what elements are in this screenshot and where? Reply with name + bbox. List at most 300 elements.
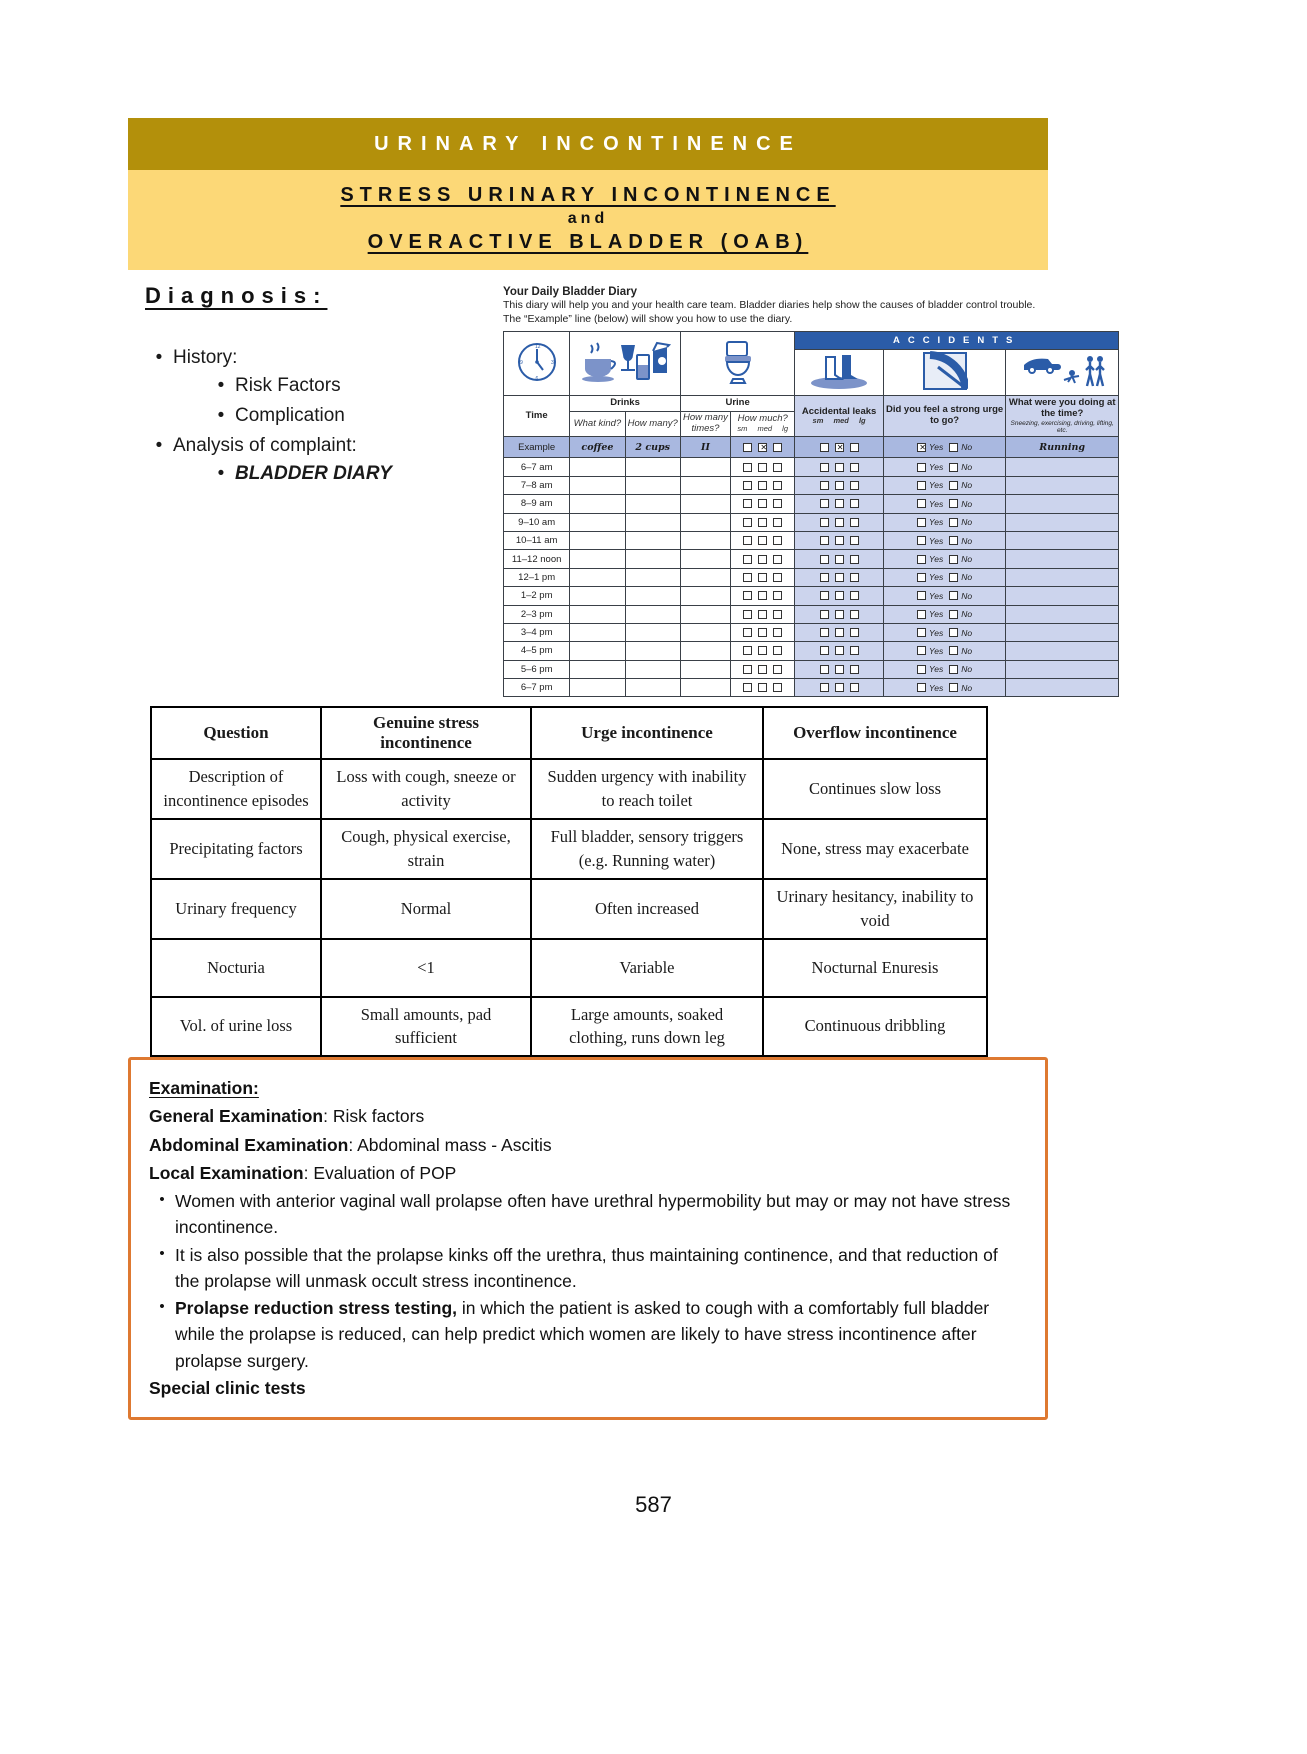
yes-label: Yes (929, 554, 944, 564)
bullet-icon: • (159, 1244, 165, 1262)
no-label: No (961, 517, 973, 528)
diary-urge-cell (883, 458, 1006, 476)
diary-time-cell: 10–11 am (504, 531, 570, 549)
diary-empty-cell (625, 458, 680, 476)
exam-line-label: General Examination (149, 1106, 324, 1127)
diary-time-row (504, 679, 1119, 697)
checkbox-icon (773, 628, 782, 637)
diary-empty-cell (570, 660, 625, 678)
diagnosis-item-label: History: (173, 347, 238, 368)
comparison-section (150, 706, 986, 1057)
checkbox-icon (820, 536, 829, 545)
diary-activity-cell (1006, 660, 1119, 678)
checkbox-icon (773, 463, 782, 472)
checkbox-icon (758, 610, 767, 619)
diary-col-urine: Urine (680, 396, 795, 412)
comparison-question-cell: Precipitating factors (151, 819, 321, 879)
checkbox-icon (758, 573, 767, 582)
diary-title: Your Daily Bladder Diary (503, 286, 637, 298)
checkbox-icon (850, 683, 859, 692)
diary-leaks-cell (795, 642, 883, 660)
diary-col-leaks-label: Accidental leaks (801, 405, 877, 417)
comparison-answer-cell: None, stress may exacerbate (763, 819, 987, 879)
exam-line-label: Abdominal Examination (149, 1134, 349, 1155)
checkbox-icon (820, 463, 829, 472)
diary-activity-cell (1006, 605, 1119, 623)
yes-label: Yes (929, 517, 944, 528)
checkbox-icon (758, 443, 767, 452)
checkbox-icon (820, 628, 829, 637)
comparison-row (151, 997, 987, 1057)
checkbox-icon (835, 591, 844, 600)
sub-how-many-times: How many times? (680, 412, 730, 437)
diary-time-row (504, 476, 1119, 494)
checkbox-icon (949, 518, 958, 527)
diary-time-cell: 12–1 pm (504, 568, 570, 586)
example-urge-checkboxes (883, 437, 1006, 458)
diary-empty-cell (680, 476, 730, 494)
yes-label: Yes (929, 664, 944, 675)
diary-urge-cell (883, 495, 1006, 513)
diary-empty-cell (680, 642, 730, 660)
diary-col-activity-label: What were you doing at the time? (1008, 397, 1116, 420)
checkbox-icon (820, 518, 829, 527)
examination-line (149, 1103, 1025, 1129)
bullet-icon: • (155, 435, 163, 456)
examination-line (149, 1160, 1025, 1186)
checkbox-icon (835, 646, 844, 655)
comparison-row (151, 939, 987, 997)
checkbox-icon (949, 481, 958, 490)
example-drink-kind: coffee (570, 437, 625, 458)
diary-empty-cell (625, 605, 680, 623)
checkbox-icon (850, 481, 859, 490)
no-label: No (961, 554, 973, 564)
checkbox-icon (835, 443, 844, 452)
checkbox-icon (835, 463, 844, 472)
comparison-header-cell: Overflow incontinence (763, 707, 987, 759)
diary-empty-cell (625, 476, 680, 494)
yes-label: Yes (929, 609, 944, 620)
sub-how-much (731, 412, 795, 437)
diary-activity-cell (1006, 623, 1119, 641)
no-label: No (961, 664, 973, 675)
checkbox-icon (949, 628, 958, 637)
yes-label: Yes (929, 462, 944, 473)
comparison-answer-cell: <1 (321, 939, 531, 997)
checkbox-icon (850, 518, 859, 527)
checkbox-icon (835, 610, 844, 619)
checkbox-icon (773, 683, 782, 692)
diagnosis-item-label: Analysis of complaint: (173, 435, 357, 456)
checkbox-icon (758, 628, 767, 637)
comparison-question-cell: Vol. of urine loss (151, 997, 321, 1057)
diary-col-leaks (795, 396, 883, 437)
diary-empty-cell (680, 568, 730, 586)
diary-activity-cell (1006, 476, 1119, 494)
checkbox-icon (949, 646, 958, 655)
accidents-banner: ACCIDENTS (795, 332, 1119, 350)
diagnosis-subitem-label: BLADDER DIARY (235, 463, 392, 484)
no-label: No (961, 462, 973, 473)
diary-urge-cell (883, 679, 1006, 697)
checkbox-icon (743, 665, 752, 674)
checkbox-icon (820, 665, 829, 674)
subtitle-line-1: STRESS URINARY INCONTINENCE (340, 184, 836, 206)
checkbox-icon (917, 628, 926, 637)
bullet-icon: • (155, 347, 163, 368)
checkbox-icon (949, 610, 958, 619)
example-urine-much-checkboxes (731, 437, 795, 458)
checkbox-icon (835, 665, 844, 674)
diary-activity-cell (1006, 679, 1119, 697)
diary-leaks-cell (795, 513, 883, 531)
diary-empty-cell (680, 550, 730, 568)
diagnosis-subitem-label: Complication (235, 405, 345, 426)
checkbox-icon (820, 610, 829, 619)
comparison-answer-cell: Normal (321, 879, 531, 939)
diary-time-row (504, 660, 1119, 678)
checkbox-icon (820, 646, 829, 655)
diary-col-drinks: Drinks (570, 396, 681, 412)
checkbox-icon (743, 683, 752, 692)
diary-empty-cell (680, 513, 730, 531)
diary-col-urge: Did you feel a strong urge to go? (883, 396, 1006, 437)
diary-table (503, 331, 1119, 697)
example-urine-times: II (680, 437, 730, 458)
sub-what-kind: What kind? (570, 412, 625, 437)
diary-time-row (504, 587, 1119, 605)
diary-urge-cell (883, 476, 1006, 494)
exam-bullet-text: It is also possible that the prolapse kinks off the urethra, thus maintaining continence, and that reduction of the prolapse will unmask occult stress incontinence. (175, 1244, 998, 1291)
diary-intro-line-2: The “Example” line (below) will show you how to use the diary. (503, 313, 793, 326)
checkbox-icon (917, 646, 926, 655)
diary-urine-much-cell (731, 458, 795, 476)
checkbox-icon (773, 573, 782, 582)
comparison-answer-cell: Nocturnal Enuresis (763, 939, 987, 997)
bladder-diary-figure (503, 286, 1121, 697)
diary-activity-cell (1006, 568, 1119, 586)
checkbox-icon (835, 536, 844, 545)
diary-leaks-cell (795, 660, 883, 678)
subtitle-line-3: OVERACTIVE BLADDER (OAB) (367, 231, 809, 253)
diary-leaks-cell (795, 623, 883, 641)
checkbox-icon (820, 683, 829, 692)
diary-empty-cell (625, 587, 680, 605)
diary-empty-cell (625, 623, 680, 641)
diary-time-cell: 2–3 pm (504, 605, 570, 623)
checkbox-icon (758, 646, 767, 655)
diary-time-cell: 11–12 noon (504, 550, 570, 568)
diary-activity-cell (1006, 642, 1119, 660)
checkbox-icon (835, 499, 844, 508)
diary-empty-cell (625, 550, 680, 568)
checkbox-icon (850, 499, 859, 508)
checkbox-icon (758, 555, 767, 564)
leaks-size-scale: sm med lg (812, 416, 866, 426)
checkbox-icon (758, 591, 767, 600)
diary-urge-cell (883, 660, 1006, 678)
svg-text:9: 9 (519, 360, 523, 367)
diary-empty-cell (680, 495, 730, 513)
examination-bullet (149, 1242, 1025, 1295)
diary-urge-cell (883, 642, 1006, 660)
diary-empty-cell (570, 605, 625, 623)
diary-activity-note: Sneezing, exercising, driving, lifting, etc. (1010, 420, 1114, 435)
diary-leaks-cell (795, 587, 883, 605)
checkbox-icon (820, 573, 829, 582)
diary-activity-cell (1006, 458, 1119, 476)
checkbox-icon (917, 665, 926, 674)
checkbox-icon (949, 573, 958, 582)
diary-col-time: Time (504, 396, 570, 437)
checkbox-icon (773, 555, 782, 564)
checkbox-icon (773, 646, 782, 655)
checkbox-icon (773, 518, 782, 527)
checkbox-icon (949, 463, 958, 472)
diary-empty-cell (680, 623, 730, 641)
checkbox-icon (743, 610, 752, 619)
diary-urine-much-cell (731, 476, 795, 494)
diary-col-activity (1006, 396, 1119, 437)
diagnosis-section (145, 283, 505, 493)
diagnosis-heading: Diagnosis: (145, 283, 328, 308)
comparison-answer-cell: Continuous dribbling (763, 997, 987, 1057)
checkbox-icon (949, 591, 958, 600)
diary-time-row (504, 495, 1119, 513)
diary-empty-cell (625, 679, 680, 697)
diary-leaks-cell (795, 458, 883, 476)
comparison-table (150, 706, 988, 1057)
checkbox-icon (949, 499, 958, 508)
urge-gauge-icon (883, 350, 1006, 396)
exam-bullet-text: Prolapse reduction stress testing, in which the patient is asked to cough with a comfortably full bladder while the prolapse is reduced, can help predict which women are likely to have stress incontinence after prolapse surgery. (175, 1298, 990, 1371)
diary-empty-cell (680, 679, 730, 697)
comparison-answer-cell: Small amounts, pad sufficient (321, 997, 531, 1057)
checkbox-icon (835, 481, 844, 490)
sub-how-many: How many? (625, 412, 680, 437)
checkbox-icon (835, 555, 844, 564)
comparison-answer-cell: Urinary hesitancy, inability to void (763, 879, 987, 939)
no-label: No (961, 682, 973, 693)
diagnosis-subitem-label: Risk Factors (235, 375, 341, 396)
comparison-question-cell: Nocturia (151, 939, 321, 997)
diary-urine-much-cell (731, 495, 795, 513)
checkbox-icon (835, 518, 844, 527)
subtitle-banner (128, 170, 1048, 270)
diary-leaks-cell (795, 605, 883, 623)
diary-leaks-cell (795, 568, 883, 586)
diary-urine-much-cell (731, 568, 795, 586)
checkbox-icon (850, 536, 859, 545)
checkbox-icon (758, 683, 767, 692)
checkbox-icon (773, 591, 782, 600)
no-label: No (961, 627, 973, 638)
diary-empty-cell (570, 679, 625, 697)
no-label: No (961, 480, 973, 491)
checkbox-icon (835, 683, 844, 692)
comparison-header-cell: Question (151, 707, 321, 759)
checkbox-icon (743, 573, 752, 582)
example-drink-qty: 2 cups (625, 437, 680, 458)
checkbox-icon (850, 665, 859, 674)
example-label-cell: Example (504, 437, 570, 458)
activity-icons (1006, 350, 1119, 396)
bullet-icon: • (159, 1298, 165, 1315)
diary-urine-much-cell (731, 513, 795, 531)
diary-leaks-cell (795, 495, 883, 513)
diary-urine-much-cell (731, 550, 795, 568)
checkbox-icon (743, 646, 752, 655)
examination-box (128, 1057, 1048, 1420)
diary-time-cell: 7–8 am (504, 476, 570, 494)
no-label: No (961, 498, 973, 509)
diary-time-cell: 5–6 pm (504, 660, 570, 678)
diary-empty-cell (625, 531, 680, 549)
diary-time-row (504, 623, 1119, 641)
diary-empty-cell (570, 550, 625, 568)
diary-urge-cell (883, 623, 1006, 641)
comparison-row (151, 759, 987, 819)
no-label: No (961, 442, 973, 453)
diary-time-row (504, 458, 1119, 476)
diagnosis-subitem (207, 463, 505, 485)
checkbox-icon (820, 481, 829, 490)
comparison-question-cell: Urinary frequency (151, 879, 321, 939)
diary-example-row (504, 437, 1119, 458)
diary-time-cell: 9–10 am (504, 513, 570, 531)
diary-time-rows (504, 458, 1119, 697)
diary-urge-cell (883, 568, 1006, 586)
yes-label: Yes (929, 572, 944, 583)
checkbox-icon (773, 610, 782, 619)
comparison-header-cell: Urge incontinence (531, 707, 763, 759)
no-label: No (961, 645, 973, 656)
checkbox-icon (917, 481, 926, 490)
bullet-icon: • (217, 405, 225, 426)
leak-boots-icon (795, 350, 883, 396)
no-label: No (961, 590, 973, 601)
checkbox-icon (820, 443, 829, 452)
example-leaks-checkboxes (795, 437, 883, 458)
comparison-header-row (151, 707, 987, 759)
diary-activity-cell (1006, 587, 1119, 605)
comparison-answer-cell: Sudden urgency with inability to reach toilet (531, 759, 763, 819)
diary-leaks-cell (795, 531, 883, 549)
comparison-header-cell: Genuine stress incontinence (321, 707, 531, 759)
exam-line-label: Local Examination (149, 1162, 304, 1183)
checkbox-icon (758, 499, 767, 508)
diary-leaks-cell (795, 476, 883, 494)
yes-label: Yes (929, 535, 944, 546)
checkbox-icon (917, 518, 926, 527)
diary-empty-cell (570, 476, 625, 494)
checkbox-icon (773, 665, 782, 674)
diary-urine-much-cell (731, 605, 795, 623)
checkbox-icon (949, 555, 958, 564)
checkbox-icon (917, 443, 926, 452)
diary-empty-cell (570, 513, 625, 531)
checkbox-icon (773, 443, 782, 452)
checkbox-icon (743, 443, 752, 452)
examination-bullet (149, 1295, 1025, 1374)
checkbox-icon (743, 518, 752, 527)
exam-line-text: : Abdominal mass - Ascitis (348, 1134, 552, 1155)
examination-line (149, 1132, 1025, 1158)
diary-empty-cell (625, 660, 680, 678)
comparison-table-body (151, 759, 987, 1056)
diary-empty-cell (625, 513, 680, 531)
comparison-row (151, 879, 987, 939)
checkbox-icon (917, 573, 926, 582)
diary-empty-cell (625, 495, 680, 513)
checkbox-icon (743, 536, 752, 545)
checkbox-icon (758, 665, 767, 674)
exam-line-text: : Risk factors (323, 1106, 425, 1127)
checkbox-icon (917, 555, 926, 564)
checkbox-icon (743, 481, 752, 490)
diary-urge-cell (883, 531, 1006, 549)
checkbox-icon (758, 481, 767, 490)
checkbox-icon (917, 463, 926, 472)
no-label: No (961, 572, 973, 583)
checkbox-icon (835, 573, 844, 582)
checkbox-icon (820, 499, 829, 508)
no-label: No (961, 535, 973, 546)
diary-activity-cell (1006, 495, 1119, 513)
diary-empty-cell (570, 642, 625, 660)
diary-empty-cell (680, 605, 730, 623)
drinks-icon (570, 332, 681, 396)
diary-time-cell: 6–7 am (504, 458, 570, 476)
checkbox-icon (949, 665, 958, 674)
checkbox-icon (850, 591, 859, 600)
page-title: URINARY INCONTINENCE (128, 118, 1048, 170)
diary-empty-cell (625, 568, 680, 586)
checkbox-icon (758, 518, 767, 527)
diary-time-row (504, 642, 1119, 660)
diary-time-row (504, 568, 1119, 586)
diary-urge-cell (883, 587, 1006, 605)
yes-label: Yes (929, 682, 944, 693)
diagnosis-item (145, 347, 505, 369)
comparison-answer-cell: Often increased (531, 879, 763, 939)
yes-label: Yes (929, 645, 944, 656)
comparison-answer-cell: Full bladder, sensory triggers (e.g. Running water) (531, 819, 763, 879)
yes-label: Yes (929, 590, 944, 601)
comparison-question-cell: Description of incontinence episodes (151, 759, 321, 819)
diary-empty-cell (570, 587, 625, 605)
diary-urine-much-cell (731, 531, 795, 549)
clock-icon (504, 332, 570, 396)
diary-time-row (504, 531, 1119, 549)
diary-urge-cell (883, 550, 1006, 568)
examination-bullet (149, 1188, 1025, 1241)
diagnosis-subitem (207, 405, 505, 427)
comparison-answer-cell: Loss with cough, sneeze or activity (321, 759, 531, 819)
checkbox-icon (917, 536, 926, 545)
diary-empty-cell (570, 495, 625, 513)
page-number: 587 (635, 1492, 672, 1517)
diary-urine-much-cell (731, 587, 795, 605)
checkbox-icon (743, 628, 752, 637)
diary-time-cell: 1–2 pm (504, 587, 570, 605)
diary-time-row (504, 513, 1119, 531)
diary-empty-cell (680, 531, 730, 549)
comparison-answer-cell: Large amounts, soaked clothing, runs down leg (531, 997, 763, 1057)
checkbox-icon (773, 536, 782, 545)
comparison-row (151, 819, 987, 879)
